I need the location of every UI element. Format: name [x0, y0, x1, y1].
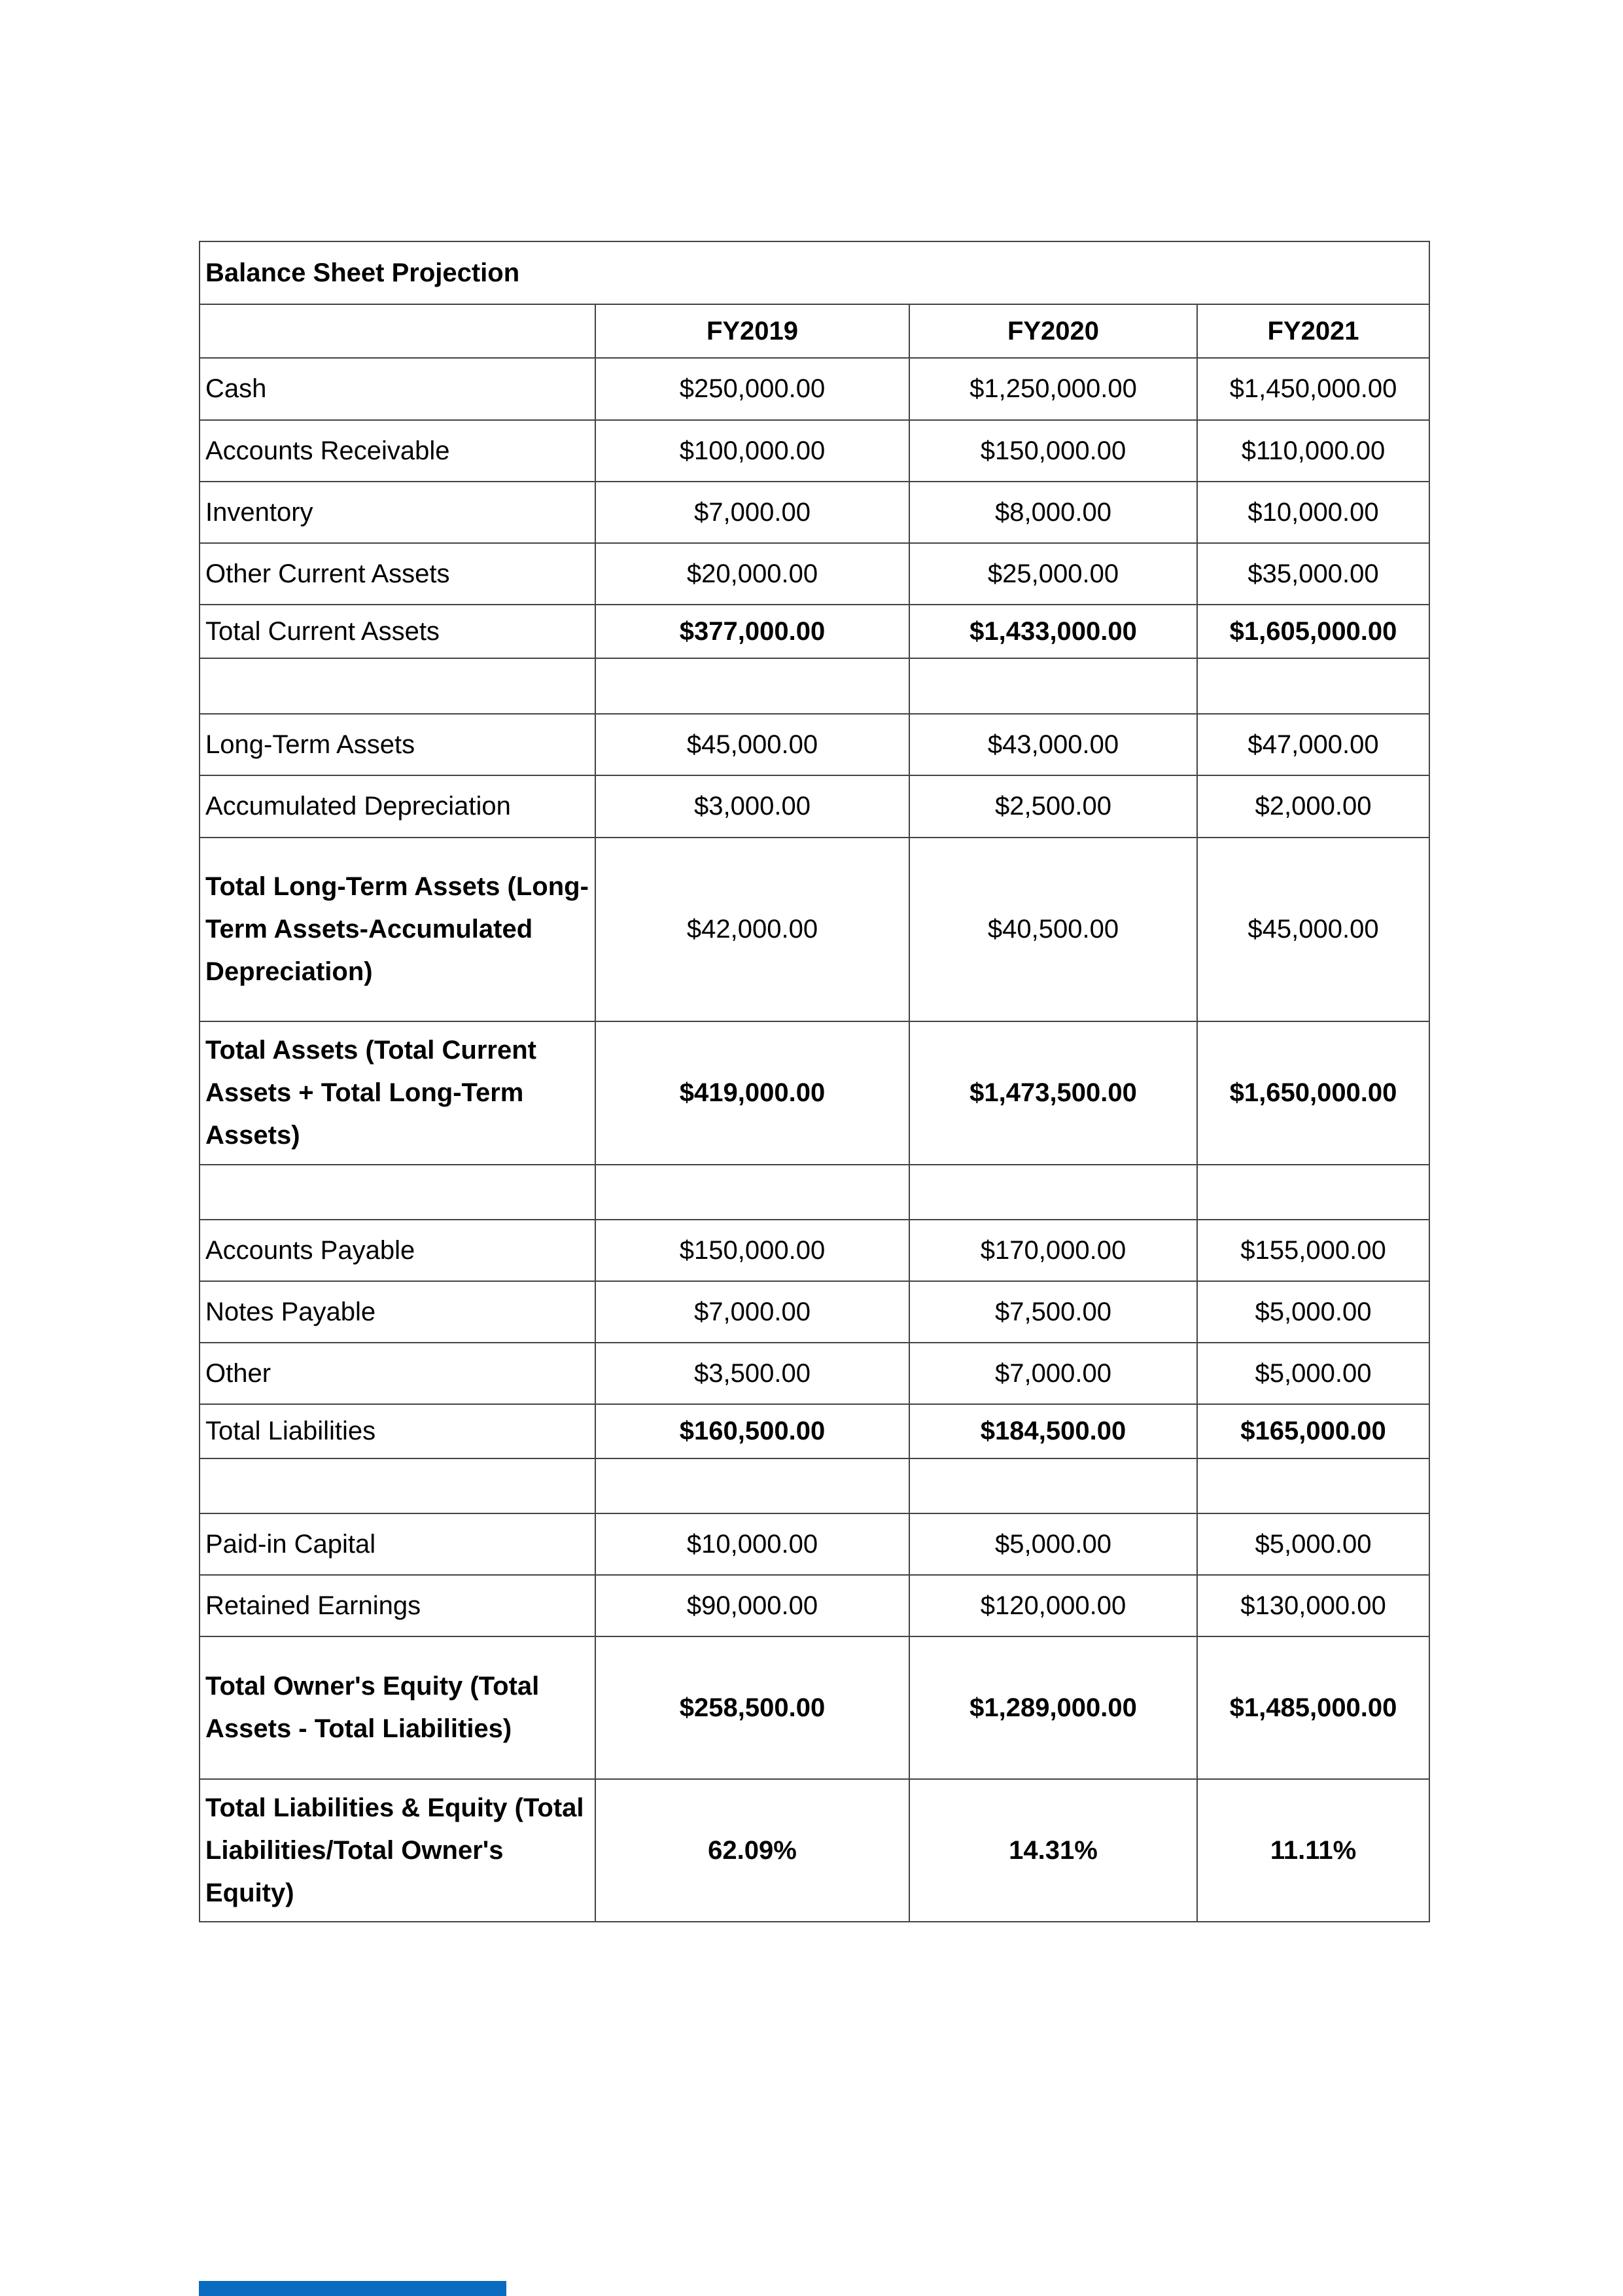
value-fy2019: $7,000.00 [595, 1281, 909, 1343]
header-row [200, 304, 1429, 358]
value-fy2021: 11.11% [1197, 1779, 1429, 1922]
row-label: Retained Earnings [200, 1575, 595, 1636]
value-fy2019: $3,500.00 [595, 1343, 909, 1404]
empty-cell [909, 1458, 1197, 1513]
value-fy2021: $5,000.00 [1197, 1343, 1429, 1404]
value-fy2021: $1,605,000.00 [1197, 605, 1429, 658]
table-row [200, 1343, 1429, 1404]
value-fy2020: $150,000.00 [909, 420, 1197, 482]
value-fy2020: $40,500.00 [909, 838, 1197, 1021]
value-fy2020: $1,250,000.00 [909, 358, 1197, 420]
value-fy2020: $5,000.00 [909, 1513, 1197, 1575]
spacer-row [200, 1458, 1429, 1513]
empty-cell [909, 658, 1197, 714]
table-row [200, 482, 1429, 543]
value-fy2020: $1,289,000.00 [909, 1636, 1197, 1779]
value-fy2020: $25,000.00 [909, 543, 1197, 605]
value-fy2019: $10,000.00 [595, 1513, 909, 1575]
header-cell-empty [200, 304, 595, 358]
value-fy2021: $35,000.00 [1197, 543, 1429, 605]
value-fy2019: $7,000.00 [595, 482, 909, 543]
table-row [200, 420, 1429, 482]
balance-sheet-table [199, 241, 1430, 1922]
table-row [200, 1513, 1429, 1575]
row-label: Notes Payable [200, 1281, 595, 1343]
row-label: Total Current Assets [200, 605, 595, 658]
value-fy2019: 62.09% [595, 1779, 909, 1922]
value-fy2021: $130,000.00 [1197, 1575, 1429, 1636]
empty-cell [1197, 658, 1429, 714]
value-fy2019: $150,000.00 [595, 1220, 909, 1281]
table-row [200, 543, 1429, 605]
table-row [200, 1281, 1429, 1343]
empty-cell [1197, 1165, 1429, 1220]
value-fy2019: $45,000.00 [595, 714, 909, 775]
row-label: Cash [200, 358, 595, 420]
value-fy2019: $419,000.00 [595, 1021, 909, 1165]
row-label: Total Owner's Equity (Total Assets - Total Liabilities) [200, 1636, 595, 1779]
row-label: Inventory [200, 482, 595, 543]
total-row [200, 1404, 1429, 1458]
table-title-row [200, 241, 1429, 304]
row-label: Accumulated Depreciation [200, 775, 595, 838]
row-label: Total Assets (Total Current Assets + Total Long-Term Assets) [200, 1021, 595, 1165]
empty-cell [909, 1165, 1197, 1220]
value-fy2021: $110,000.00 [1197, 420, 1429, 482]
value-fy2021: $2,000.00 [1197, 775, 1429, 838]
value-fy2020: $120,000.00 [909, 1575, 1197, 1636]
value-fy2020: $170,000.00 [909, 1220, 1197, 1281]
value-fy2019: $250,000.00 [595, 358, 909, 420]
table-row [200, 714, 1429, 775]
value-fy2021: $1,650,000.00 [1197, 1021, 1429, 1165]
value-fy2021: $10,000.00 [1197, 482, 1429, 543]
subtotal-row [200, 838, 1429, 1021]
empty-cell [200, 1165, 595, 1220]
empty-cell [200, 658, 595, 714]
value-fy2021: $1,485,000.00 [1197, 1636, 1429, 1779]
row-label: Other Current Assets [200, 543, 595, 605]
value-fy2019: $100,000.00 [595, 420, 909, 482]
row-label: Accounts Receivable [200, 420, 595, 482]
empty-cell [595, 658, 909, 714]
total-row [200, 1636, 1429, 1779]
row-label: Other [200, 1343, 595, 1404]
value-fy2019: $3,000.00 [595, 775, 909, 838]
value-fy2021: $155,000.00 [1197, 1220, 1429, 1281]
total-row [200, 1779, 1429, 1922]
header-cell-fy2021: FY2021 [1197, 304, 1429, 358]
row-label: Paid-in Capital [200, 1513, 595, 1575]
header-cell-fy2019: FY2019 [595, 304, 909, 358]
row-label: Total Long-Term Assets (Long-Term Assets-Accumulated Depreciation) [200, 838, 595, 1021]
table-row [200, 1220, 1429, 1281]
value-fy2021: $165,000.00 [1197, 1404, 1429, 1458]
table-row [200, 358, 1429, 420]
value-fy2020: $7,500.00 [909, 1281, 1197, 1343]
value-fy2019: $258,500.00 [595, 1636, 909, 1779]
value-fy2019: $377,000.00 [595, 605, 909, 658]
total-row [200, 1021, 1429, 1165]
value-fy2021: $5,000.00 [1197, 1513, 1429, 1575]
value-fy2020: $43,000.00 [909, 714, 1197, 775]
table-title: Balance Sheet Projection [200, 241, 1429, 304]
value-fy2020: 14.31% [909, 1779, 1197, 1922]
table-row [200, 1575, 1429, 1636]
empty-cell [595, 1165, 909, 1220]
row-label: Total Liabilities & Equity (Total Liabilities/Total Owner's Equity) [200, 1779, 595, 1922]
value-fy2019: $20,000.00 [595, 543, 909, 605]
value-fy2020: $7,000.00 [909, 1343, 1197, 1404]
value-fy2019: $90,000.00 [595, 1575, 909, 1636]
empty-cell [200, 1458, 595, 1513]
value-fy2020: $1,433,000.00 [909, 605, 1197, 658]
spacer-row [200, 1165, 1429, 1220]
value-fy2021: $45,000.00 [1197, 838, 1429, 1021]
spacer-row [200, 658, 1429, 714]
value-fy2021: $1,450,000.00 [1197, 358, 1429, 420]
value-fy2019: $160,500.00 [595, 1404, 909, 1458]
value-fy2021: $47,000.00 [1197, 714, 1429, 775]
empty-cell [1197, 1458, 1429, 1513]
value-fy2020: $1,473,500.00 [909, 1021, 1197, 1165]
header-cell-fy2020: FY2020 [909, 304, 1197, 358]
value-fy2020: $184,500.00 [909, 1404, 1197, 1458]
value-fy2020: $8,000.00 [909, 482, 1197, 543]
value-fy2020: $2,500.00 [909, 775, 1197, 838]
table-row [200, 775, 1429, 838]
value-fy2019: $42,000.00 [595, 838, 909, 1021]
value-fy2021: $5,000.00 [1197, 1281, 1429, 1343]
footer-accent-bar [199, 2281, 506, 2296]
row-label: Long-Term Assets [200, 714, 595, 775]
row-label: Total Liabilities [200, 1404, 595, 1458]
empty-cell [595, 1458, 909, 1513]
total-row [200, 605, 1429, 658]
row-label: Accounts Payable [200, 1220, 595, 1281]
